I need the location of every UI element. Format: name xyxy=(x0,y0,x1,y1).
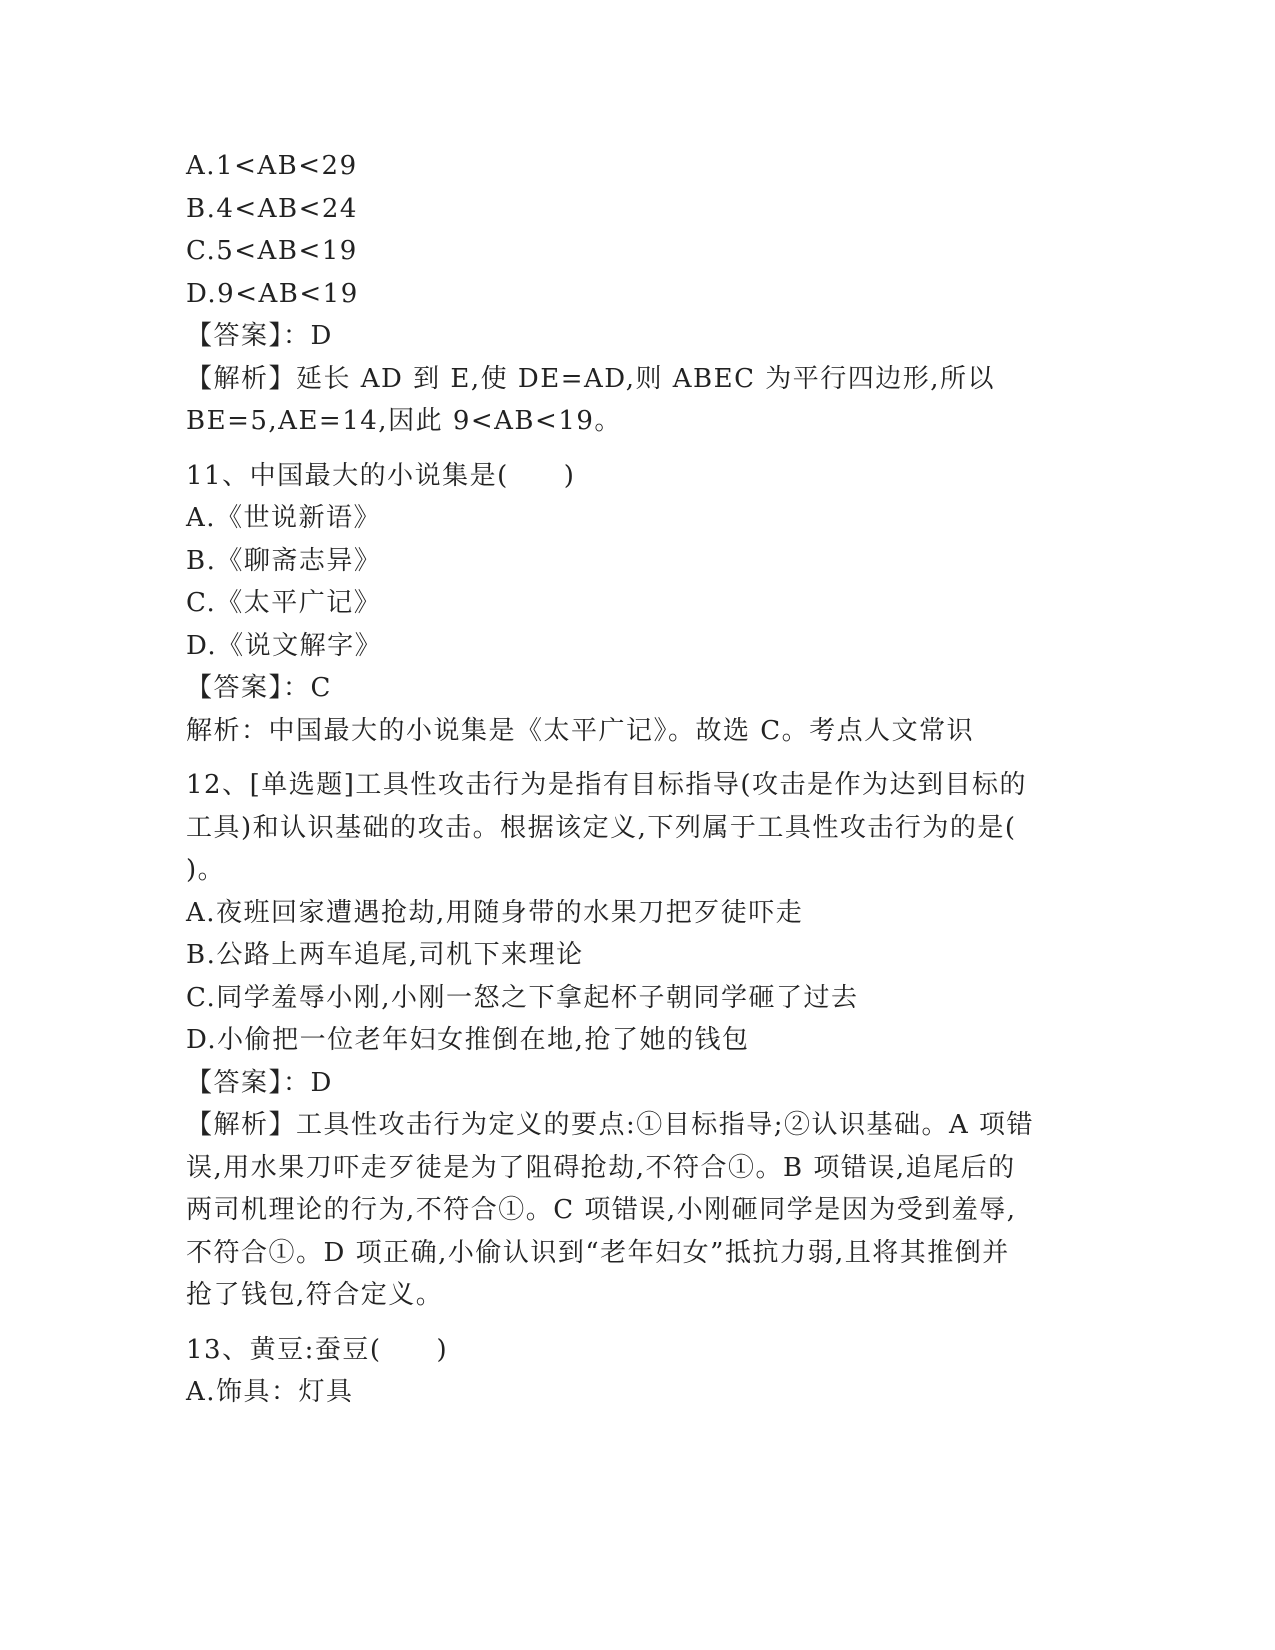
option-d: D.9<AB<19 xyxy=(186,278,359,309)
answer-line: 【答案】：D xyxy=(186,1067,333,1098)
question-11 xyxy=(186,455,1086,753)
option-a: A.《世说新语》 xyxy=(186,503,382,533)
option-b: B.4<AB<24 xyxy=(186,193,358,224)
question-stem: 11、中国最大的小说集是( ) xyxy=(186,460,576,491)
answer-line: 【答案】：C xyxy=(186,673,332,703)
analysis-line: 解析：中国最大的小说集是《太平广记》。故选 C。考点人文常识 xyxy=(186,715,975,746)
analysis-line: 误,用水果刀吓走歹徒是为了阻碍抢劫,不符合①。B 项错误,追尾后的 xyxy=(186,1152,1016,1183)
question-10 xyxy=(186,145,1086,443)
question-stem: 13、黄豆:蚕豆( ) xyxy=(186,1334,449,1365)
analysis-line: 【解析】工具性攻击行为定义的要点:①目标指导;②认识基础。A 项错 xyxy=(186,1110,1035,1140)
option-d: D.《说文解字》 xyxy=(186,630,383,661)
analysis-line: 两司机理论的行为,不符合①。C 项错误,小刚砸同学是因为受到羞辱, xyxy=(186,1195,1017,1225)
document-page xyxy=(186,145,1086,1414)
question-stem-line: 工具)和认识基础的攻击。根据该定义,下列属于工具性攻击行为的是( xyxy=(186,812,1017,843)
option-c: C.5<AB<19 xyxy=(186,236,358,266)
analysis-line: 【解析】延长 AD 到 E,使 DE=AD,则 ABEC 为平行四边形,所以 xyxy=(186,363,996,394)
question-13 xyxy=(186,1329,1086,1414)
analysis-line: 不符合①。D 项正确,小偷认识到“老年妇女”抵抗力弱,且将其推倒并 xyxy=(186,1237,1010,1268)
option-b: B.《聊斋志异》 xyxy=(186,545,382,576)
option-b: B.公路上两车追尾,司机下来理论 xyxy=(186,940,584,970)
analysis-line: BE=5,AE=14,因此 9<AB<19。 xyxy=(186,406,622,436)
option-a: A.夜班回家遭遇抢劫,用随身带的水果刀把歹徒吓走 xyxy=(186,897,804,928)
option-d: D.小偷把一位老年妇女推倒在地,抢了她的钱包 xyxy=(186,1025,750,1055)
analysis-line: 抢了钱包,符合定义。 xyxy=(186,1280,444,1310)
question-stem-line: 12、[单选题]工具性攻击行为是指有目标指导(攻击是作为达到目标的 xyxy=(186,770,1028,800)
option-a: A.饰具：灯具 xyxy=(186,1377,354,1407)
question-stem-line: )。 xyxy=(186,855,226,885)
option-c: C.同学羞辱小刚,小刚一怒之下拿起杯子朝同学砸了过去 xyxy=(186,982,859,1013)
option-c: C.《太平广记》 xyxy=(186,588,382,618)
option-a: A.1<AB<29 xyxy=(186,151,358,181)
question-12 xyxy=(186,764,1086,1317)
answer-line: 【答案】：D xyxy=(186,321,333,351)
